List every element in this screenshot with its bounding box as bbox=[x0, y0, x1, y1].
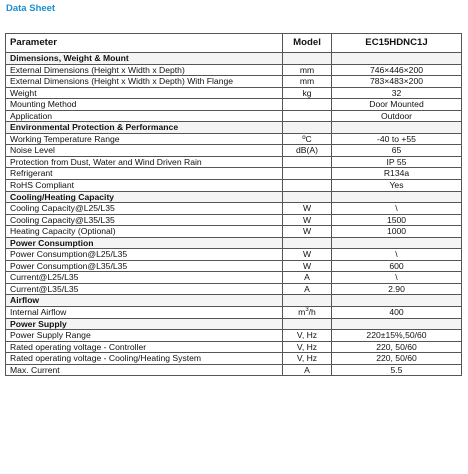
value-cell: 783×483×200 bbox=[332, 76, 462, 88]
unit-cell: mm bbox=[283, 64, 332, 76]
parameter-cell: Weight bbox=[6, 87, 283, 99]
value-cell: 746×446×200 bbox=[332, 64, 462, 76]
table-row bbox=[6, 64, 462, 76]
section-title: Environmental Protection & Performance bbox=[6, 122, 283, 134]
section-row bbox=[6, 237, 462, 249]
table-row bbox=[6, 133, 462, 145]
table-row bbox=[6, 168, 462, 180]
unit-cell: V, Hz bbox=[283, 353, 332, 365]
value-cell: Yes bbox=[332, 180, 462, 192]
table-header-row bbox=[6, 34, 462, 53]
header-model-name: EC15HDNC1J bbox=[332, 34, 462, 53]
parameter-cell: Mounting Method bbox=[6, 99, 283, 111]
parameter-cell: Power Consumption@L35/L35 bbox=[6, 260, 283, 272]
table-row bbox=[6, 99, 462, 111]
value-cell: 2.90 bbox=[332, 283, 462, 295]
parameter-cell: Refrigerant bbox=[6, 168, 283, 180]
table-row bbox=[6, 180, 462, 192]
parameter-cell: Power Supply Range bbox=[6, 330, 283, 342]
parameter-cell: Cooling Capacity@L35/L35 bbox=[6, 214, 283, 226]
section-spacer bbox=[332, 191, 462, 203]
section-spacer bbox=[332, 237, 462, 249]
parameter-cell: Power Consumption@L25/L35 bbox=[6, 249, 283, 261]
unit-cell: A bbox=[283, 272, 332, 284]
section-spacer bbox=[283, 295, 332, 307]
parameter-cell: Rated operating voltage - Controller bbox=[6, 341, 283, 353]
table-row bbox=[6, 226, 462, 238]
section-row bbox=[6, 53, 462, 65]
parameter-cell: Protection from Dust, Water and Wind Driven Rain bbox=[6, 156, 283, 168]
parameter-cell: External Dimensions (Height x Width x Depth) With Flange bbox=[6, 76, 283, 88]
unit-cell bbox=[283, 156, 332, 168]
value-cell: Door Mounted bbox=[332, 99, 462, 111]
value-cell: 400 bbox=[332, 307, 462, 319]
section-row bbox=[6, 191, 462, 203]
data-sheet-table bbox=[5, 33, 462, 376]
table-row bbox=[6, 87, 462, 99]
value-cell: 1500 bbox=[332, 214, 462, 226]
parameter-cell: Current@L35/L35 bbox=[6, 283, 283, 295]
section-title: Cooling/Heating Capacity bbox=[6, 191, 283, 203]
section-spacer bbox=[283, 53, 332, 65]
table-row bbox=[6, 249, 462, 261]
table-row bbox=[6, 110, 462, 122]
table-row bbox=[6, 145, 462, 157]
parameter-cell: Cooling Capacity@L25/L35 bbox=[6, 203, 283, 215]
parameter-cell: Working Temperature Range bbox=[6, 133, 283, 145]
value-cell: \ bbox=[332, 249, 462, 261]
table-row bbox=[6, 203, 462, 215]
value-cell: 32 bbox=[332, 87, 462, 99]
value-cell: 220±15%,50/60 bbox=[332, 330, 462, 342]
unit-cell: mm bbox=[283, 76, 332, 88]
value-cell: -40 to +55 bbox=[332, 133, 462, 145]
parameter-cell: External Dimensions (Height x Width x Depth) bbox=[6, 64, 283, 76]
unit-cell bbox=[283, 110, 332, 122]
value-cell: 5.5 bbox=[332, 364, 462, 376]
value-cell: 220, 50/60 bbox=[332, 353, 462, 365]
unit-cell: W bbox=[283, 260, 332, 272]
section-spacer bbox=[283, 237, 332, 249]
parameter-cell: Application bbox=[6, 110, 283, 122]
value-cell: Outdoor bbox=[332, 110, 462, 122]
value-cell: R134a bbox=[332, 168, 462, 180]
section-row bbox=[6, 318, 462, 330]
value-cell: \ bbox=[332, 203, 462, 215]
value-cell: \ bbox=[332, 272, 462, 284]
unit-cell: W bbox=[283, 249, 332, 261]
parameter-cell: Current@L25/L35 bbox=[6, 272, 283, 284]
table-row bbox=[6, 307, 462, 319]
unit-cell bbox=[283, 180, 332, 192]
parameter-cell: RoHS Compliant bbox=[6, 180, 283, 192]
parameter-cell: Max. Current bbox=[6, 364, 283, 376]
unit-cell: W bbox=[283, 214, 332, 226]
value-cell: 600 bbox=[332, 260, 462, 272]
unit-cell: V, Hz bbox=[283, 341, 332, 353]
unit-cell bbox=[283, 168, 332, 180]
unit-cell: A bbox=[283, 283, 332, 295]
table-row bbox=[6, 156, 462, 168]
unit-cell: ºC bbox=[283, 133, 332, 145]
unit-cell: W bbox=[283, 226, 332, 238]
section-title: Dimensions, Weight & Mount bbox=[6, 53, 283, 65]
parameter-cell: Rated operating voltage - Cooling/Heating System bbox=[6, 353, 283, 365]
section-spacer bbox=[332, 318, 462, 330]
section-title: Power Consumption bbox=[6, 237, 283, 249]
section-title: Power Supply bbox=[6, 318, 283, 330]
section-spacer bbox=[332, 53, 462, 65]
section-spacer bbox=[283, 122, 332, 134]
section-spacer bbox=[332, 122, 462, 134]
table-row bbox=[6, 76, 462, 88]
table-row bbox=[6, 260, 462, 272]
table-row bbox=[6, 214, 462, 226]
section-spacer bbox=[332, 295, 462, 307]
section-row bbox=[6, 122, 462, 134]
table-row bbox=[6, 283, 462, 295]
value-cell: 220, 50/60 bbox=[332, 341, 462, 353]
parameter-cell: Internal Airflow bbox=[6, 307, 283, 319]
parameter-cell: Heating Capacity (Optional) bbox=[6, 226, 283, 238]
header-model: Model bbox=[283, 34, 332, 53]
parameter-cell: Noise Level bbox=[6, 145, 283, 157]
unit-cell: $m^3/h$ bbox=[283, 307, 332, 319]
table-row bbox=[6, 364, 462, 376]
section-spacer bbox=[283, 191, 332, 203]
value-cell: IP 55 bbox=[332, 156, 462, 168]
section-row bbox=[6, 295, 462, 307]
unit-cell: A bbox=[283, 364, 332, 376]
section-title: Airflow bbox=[6, 295, 283, 307]
unit-cell: dB(A) bbox=[283, 145, 332, 157]
unit-cell: W bbox=[283, 203, 332, 215]
unit-cell: kg bbox=[283, 87, 332, 99]
value-cell: 65 bbox=[332, 145, 462, 157]
header-parameter: Parameter bbox=[6, 34, 283, 53]
table-row bbox=[6, 330, 462, 342]
value-cell: 1000 bbox=[332, 226, 462, 238]
unit-cell: V, Hz bbox=[283, 330, 332, 342]
table-row bbox=[6, 341, 462, 353]
table-row bbox=[6, 272, 462, 284]
table-row bbox=[6, 353, 462, 365]
unit-cell bbox=[283, 99, 332, 111]
page-title: Data Sheet bbox=[6, 3, 56, 14]
section-spacer bbox=[283, 318, 332, 330]
